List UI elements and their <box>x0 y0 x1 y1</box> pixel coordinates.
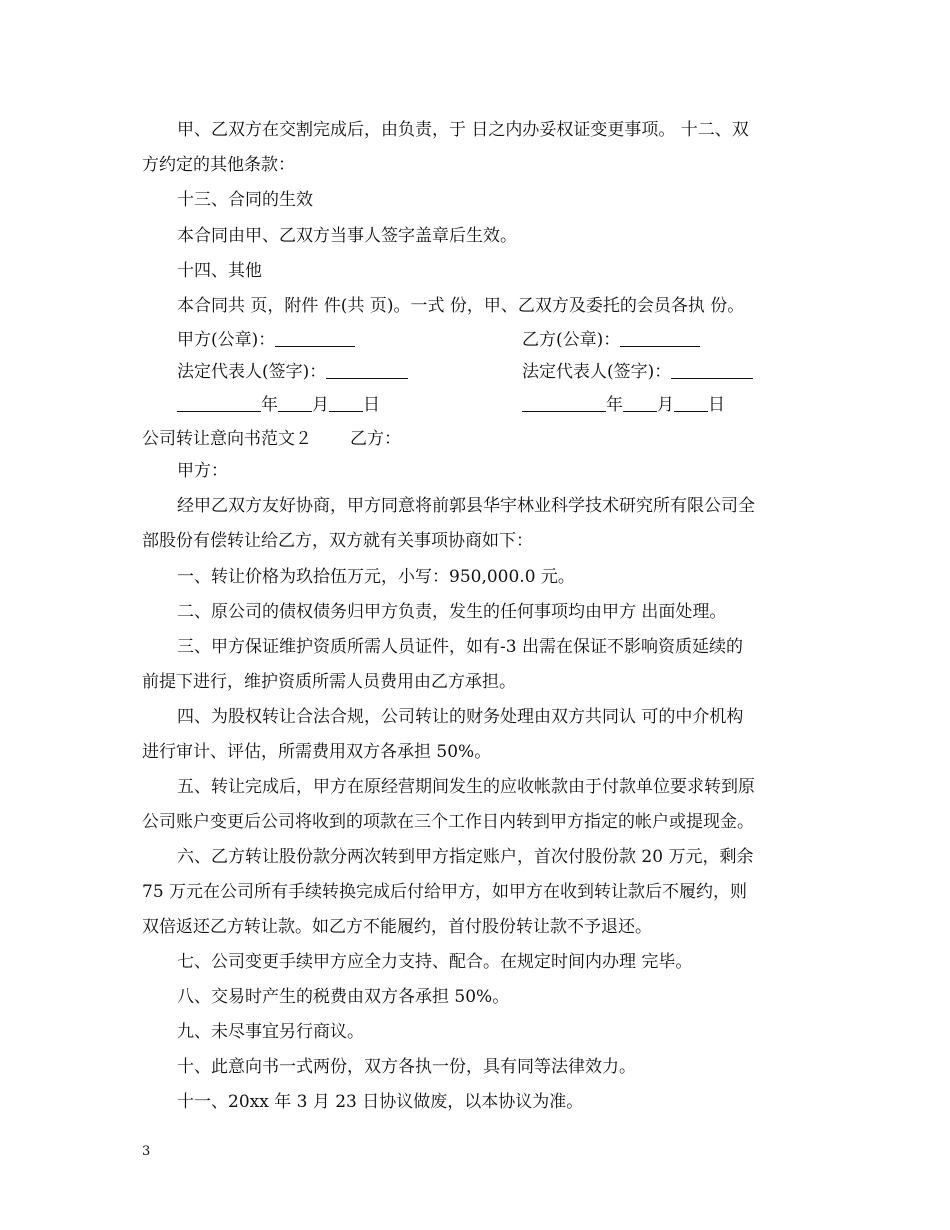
day-label: 日 <box>363 395 380 415</box>
day-label: 日 <box>708 395 725 415</box>
paragraph-line: 经甲乙双方友好协商，甲方同意将前郭县华宇林业科学技术研究所有限公司全 <box>177 496 755 516</box>
section-heading: 十三、合同的生效 <box>177 190 313 210</box>
clause-line: 十、此意向书一式两份，双方各执一份，具有同等法律效力。 <box>177 1057 636 1077</box>
clause-line: 三、甲方保证维护资质所需人员证件，如有-3 出需在保证不影响资质延续的 <box>177 637 743 657</box>
rep-a-label: 法定代表人(签字)： <box>177 362 327 382</box>
rep-b-sign-field <box>522 360 753 384</box>
day-blank <box>329 395 363 412</box>
clause-line: 七、公司变更手续甲方应全力支持、配合。在规定时间内办理 完毕。 <box>177 952 693 972</box>
clause-line: 八、交易时产生的税费由双方各承担 50%。 <box>177 987 510 1007</box>
rep-a-sign-field <box>177 360 408 384</box>
party-a-label: 甲方： <box>177 461 228 481</box>
month-label: 月 <box>312 395 329 415</box>
signature-blank <box>620 330 700 347</box>
party-a-seal-field <box>177 328 355 352</box>
party-a-seal-label: 甲方(公章)： <box>177 330 276 350</box>
clause-line: 进行审计、评估，所需费用双方各承担 50%。 <box>142 742 492 762</box>
clause-line: 公司账户变更后公司将收到的项款在三个工作日内转到甲方指定的帐户或提现金。 <box>142 812 754 832</box>
clause-line: 九、未尽事宜另行商议。 <box>177 1022 364 1042</box>
signature-blank <box>671 362 753 379</box>
year-label: 年 <box>261 395 278 415</box>
month-blank <box>278 395 312 412</box>
clause-line: 前提下进行，维护资质所需人员费用由乙方承担。 <box>142 672 516 692</box>
clause-line: 二、原公司的债权债务归甲方负责，发生的任何事项均由甲方 出面处理。 <box>177 602 727 622</box>
page-number: 3 <box>142 1144 151 1159</box>
section-heading: 十四、其他 <box>177 261 262 281</box>
paragraph-line: 部股份有偿转让给乙方，双方就有关事项协商如下： <box>142 531 533 551</box>
year-blank <box>177 395 261 412</box>
clause-line: 75 万元在公司所有手续转换完成后付给甲方，如甲方在收到转让款后不履约，则 <box>142 882 748 902</box>
party-b-label: 乙方： <box>350 429 401 449</box>
month-blank <box>623 395 657 412</box>
party-b-seal-field <box>522 328 700 352</box>
day-blank <box>674 395 708 412</box>
paragraph-line: 本合同共 页，附件 件(共 页)。一式 份，甲、乙双方及委托的会员各执 份。 <box>177 296 745 316</box>
signature-blank <box>326 362 408 379</box>
clause-line: 十一、20xx 年 3 月 23 日协议做废，以本协议为准。 <box>177 1092 584 1112</box>
paragraph-line: 甲、乙双方在交割完成后，由负责，于 日之内办妥权证变更事项。 十二、双 <box>177 120 749 140</box>
year-label: 年 <box>606 395 623 415</box>
clause-line: 六、乙方转让股份款分两次转到甲方指定账户，首次付股份款 20 万元，剩余 <box>177 847 754 867</box>
rep-b-label: 法定代表人(签字)： <box>522 362 672 382</box>
date-field-a <box>177 393 380 417</box>
clause-line: 一、转让价格为玖拾伍万元，小写：950,000.0 元。 <box>177 567 575 587</box>
signature-blank <box>275 330 355 347</box>
party-b-seal-label: 乙方(公章)： <box>522 330 621 350</box>
paragraph-line: 本合同由甲、乙双方当事人签字盖章后生效。 <box>177 226 517 246</box>
date-field-b <box>522 393 725 417</box>
section-title-row <box>142 427 401 451</box>
clause-line: 五、转让完成后，甲方在原经营期间发生的应收帐款由于付款单位要求转到原 <box>177 777 755 797</box>
year-blank <box>522 395 606 412</box>
paragraph-line: 方约定的其他条款： <box>142 155 295 175</box>
clause-line: 四、为股权转让合法合规，公司转让的财务处理由双方共同认 可的中介机构 <box>177 707 744 727</box>
clause-line: 双倍返还乙方转让款。如乙方不能履约，首付股份转让款不予退还。 <box>142 917 652 937</box>
section-title: 公司转让意向书范文２ <box>142 429 312 449</box>
month-label: 月 <box>657 395 674 415</box>
